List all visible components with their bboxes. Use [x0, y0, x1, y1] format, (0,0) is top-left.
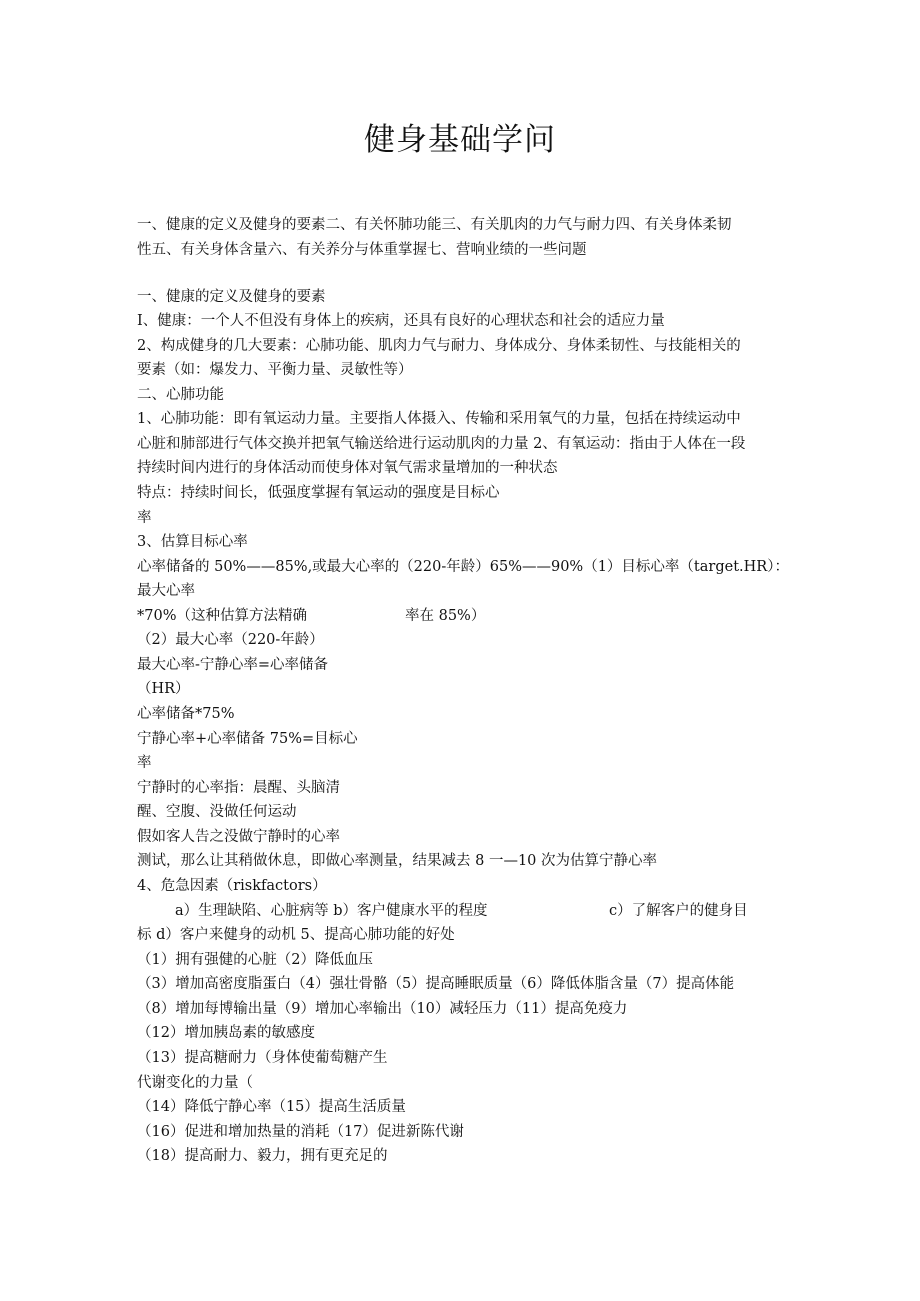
paragraph-line: 率	[137, 510, 152, 526]
paragraph-line: 3、估算目标心率	[137, 534, 248, 550]
paragraph-line: 最大心率-宁静心率=心率储备	[137, 657, 329, 673]
paragraph-line: （1）拥有强健的心脏（2）降低血压	[137, 952, 373, 968]
section-heading: 二、心肺功能	[137, 387, 224, 403]
paragraph-line: 宁静时的心率指：晨醒、头脑清	[137, 780, 340, 796]
section-heading: 4、危急因素（riskfactors）	[137, 878, 327, 894]
paragraph-line: （12）增加胰岛素的敏感度	[137, 1025, 315, 1041]
paragraph-line: I、健康：一个人不但没有身体上的疾病，还具有良好的心理状态和社会的适应力量	[137, 313, 665, 329]
paragraph-line: 标 d）客户来健身的动机 5、提高心肺功能的好处	[137, 927, 455, 943]
paragraph-line: （HR）	[137, 681, 190, 697]
paragraph-line: （16）促进和增加热量的消耗（17）促进新陈代谢	[137, 1124, 464, 1140]
paragraph-line: 心率储备的 50%——85%,或最大心率的（220-年龄）65%——90%（1）目标心率（target.HR）：	[137, 559, 789, 575]
line-fragment: *70%（这种估算方法精确	[137, 608, 307, 624]
paragraph-line: 代谢变化的力量（	[137, 1075, 253, 1091]
paragraph-line: 1、心肺功能：即有氧运动力量。主要指人体摄入、传输和采用氧气的力量，包括在持续运动中	[137, 411, 741, 427]
document-title: 健身基础学问	[364, 122, 556, 158]
paragraph-line: 最大心率	[137, 583, 195, 599]
toc-line: 一、健康的定义及健身的要素二、有关怀肺功能三、有关肌肉的力气与耐力四、有关身体柔韧	[137, 217, 732, 233]
paragraph-line: 2、构成健身的几大要素：心肺功能、肌肉力气与耐力、身体成分、身体柔韧性、与技能相关的	[137, 338, 741, 354]
paragraph-line: 假如客人告之没做宁静时的心率	[137, 829, 340, 845]
paragraph-line: （2）最大心率（220-年龄）	[137, 632, 324, 648]
paragraph-line: （3）增加高密度脂蛋白（4）强壮骨骼（5）提高睡眠质量（6）降低体脂含量（7）提高体能	[137, 976, 735, 992]
paragraph-line: 持续时间内进行的身体活动而使身体对氧气需求量增加的一种状态	[137, 460, 558, 476]
line-fragment: c）了解客户的健身目	[609, 903, 748, 919]
line-fragment: a）生理缺陷、心脏病等 b）客户健康水平的程度	[175, 903, 488, 919]
paragraph-line: 宁静心率+心率储备 75%=目标心	[137, 731, 358, 747]
paragraph-line: 特点：持续时间长，低强度掌握有氧运动的强度是目标心	[137, 485, 500, 501]
line-fragment: 率在 85%）	[405, 608, 486, 624]
paragraph-line: 要素（如：爆发力、平衡力量、灵敏性等）	[137, 362, 413, 378]
paragraph-line: （13）提高糖耐力（身体使葡萄糖产生	[137, 1050, 388, 1066]
paragraph-line: 率	[137, 755, 152, 771]
paragraph-line: （14）降低宁静心率（15）提高生活质量	[137, 1099, 406, 1115]
toc-line: 性五、有关身体含量六、有关养分与体重掌握七、营响业绩的一些问题	[137, 242, 587, 258]
paragraph-line: 醒、空腹、没做任何运动	[137, 804, 297, 820]
paragraph-line: （18）提高耐力、毅力，拥有更充足的	[137, 1148, 388, 1164]
section-heading: 一、健康的定义及健身的要素	[137, 289, 326, 305]
paragraph-line: 心率储备*75%	[137, 706, 235, 722]
paragraph-line: 测试，那么让其稍做休息，即做心率测量，结果减去 8 一—10 次为估算宁静心率	[137, 853, 658, 869]
paragraph-line: （8）增加每博输出量（9）增加心率输出（10）减轻压力（11）提高免疫力	[137, 1001, 628, 1017]
paragraph-line: 心脏和肺部进行气体交换并把氧气输送给进行运动肌肉的力量 2、有氧运动：指由于人体在一段	[137, 436, 746, 452]
